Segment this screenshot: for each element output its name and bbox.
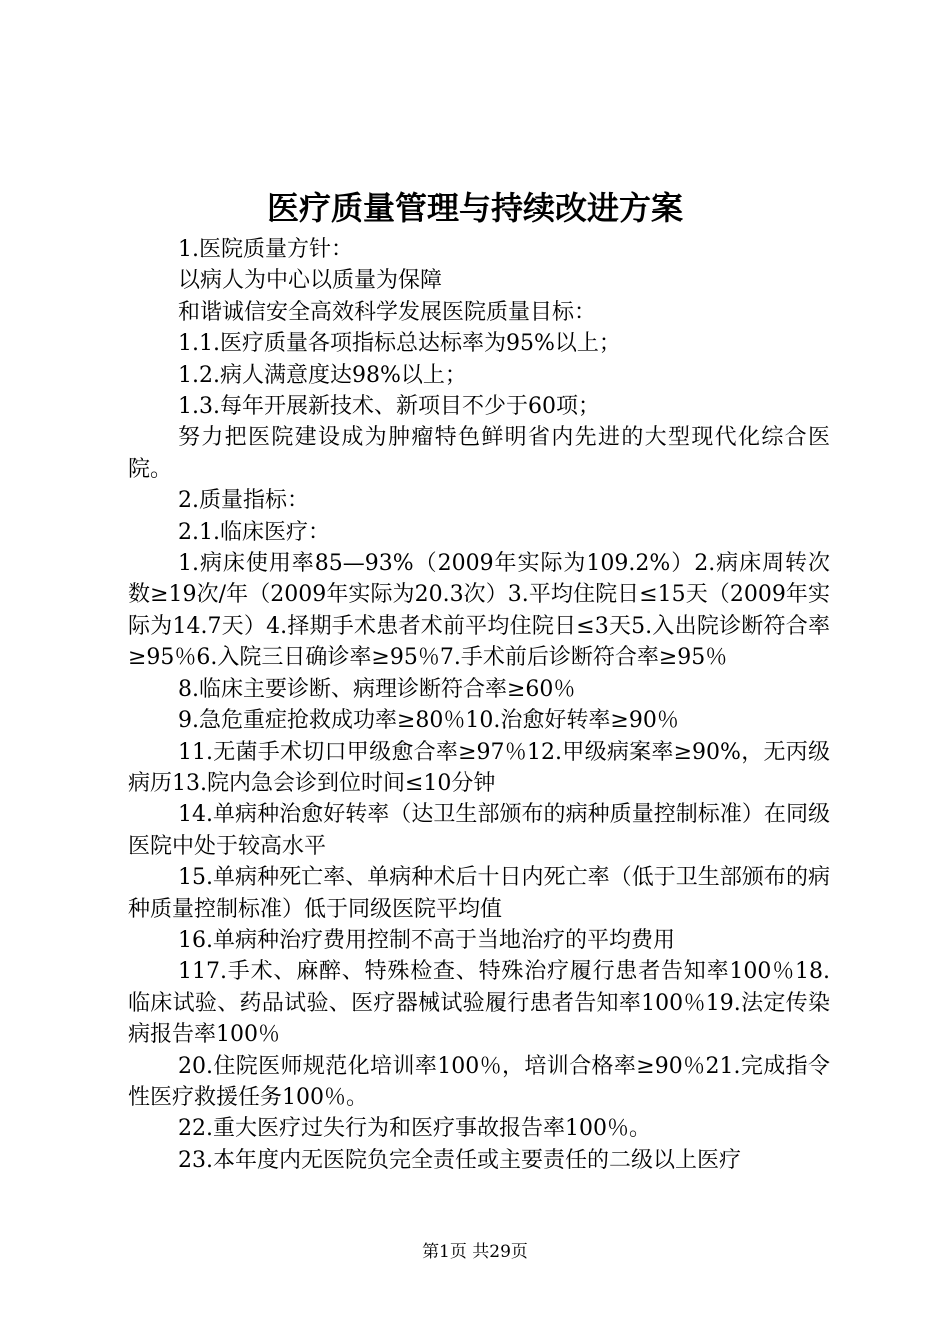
- paragraph: 16.单病种治疗费用控制不高于当地治疗的平均费用: [178, 927, 675, 953]
- paragraph: 20.住院医师规范化培训率100％，培训合格率≥90％21.完成指令性医疗救援任务100％。: [128, 1053, 830, 1110]
- paragraph: 23.本年度内无医院负完全责任或主要责任的二级以上医疗: [178, 1147, 741, 1173]
- paragraph: 11.无菌手术切口甲级愈合率≥97％12.甲级病案率≥90%，无丙级病历13.院内急会诊到位时间≤10分钟: [128, 739, 830, 796]
- document-body: [128, 234, 830, 1176]
- paragraph: 以病人为中心以质量为保障: [178, 268, 443, 294]
- document-title: 医疗质量管理与持续改进方案: [266, 189, 683, 227]
- paragraph: 1.3.每年开展新技术、新项目不少于60项；: [178, 394, 600, 420]
- paragraph: 8.临床主要诊断、病理诊断符合率≥60％: [178, 676, 576, 702]
- paragraph: 22.重大医疗过失行为和医疗事故报告率100％。: [178, 1116, 651, 1142]
- paragraph: 2.质量指标：: [178, 488, 309, 514]
- page-footer: 第1页 共29页: [422, 1242, 528, 1262]
- paragraph: 1.2.病人满意度达98%以上；: [178, 362, 467, 388]
- paragraph: 14.单病种治愈好转率（达卫生部颁布的病种质量控制标准）在同级医院中处于较高水平: [128, 802, 830, 859]
- paragraph: 2.1.临床医疗：: [178, 519, 330, 545]
- paragraph: 努力把医院建设成为肿瘤特色鲜明省内先进的大型现代化综合医院。: [128, 425, 830, 482]
- paragraph: 15.单病种死亡率、单病种术后十日内死亡率（低于卫生部颁布的病种质量控制标准）低于同级医院平均值: [128, 865, 830, 922]
- paragraph: 1.医院质量方针：: [178, 237, 353, 262]
- paragraph: 1.1.医疗质量各项指标总达标率为95%以上；: [178, 331, 621, 357]
- paragraph: 117.手术、麻醉、特殊检查、特殊治疗履行患者告知率100％18.临床试验、药品试验、医疗器械试验履行患者告知率100％19.法定传染病报告率100％: [128, 959, 830, 1048]
- paragraph: 和谐诚信安全高效科学发展医院质量目标：: [178, 299, 597, 325]
- paragraph: 1.病床使用率85—93%（2009年实际为109.2%）2.病床周转次数≥19次/年（2009年实际为20.3次）3.平均住院日≤15天（2009年实际为14.7天）4.择期手术患者术前平均住院日≤3天5.入出院诊断符合率≥95％6.入院三日确诊率≥95％7.手术前后诊断符合率≥95％: [128, 551, 830, 671]
- paragraph: 9.急危重症抢救成功率≥80％10.治愈好转率≥90％: [178, 708, 679, 734]
